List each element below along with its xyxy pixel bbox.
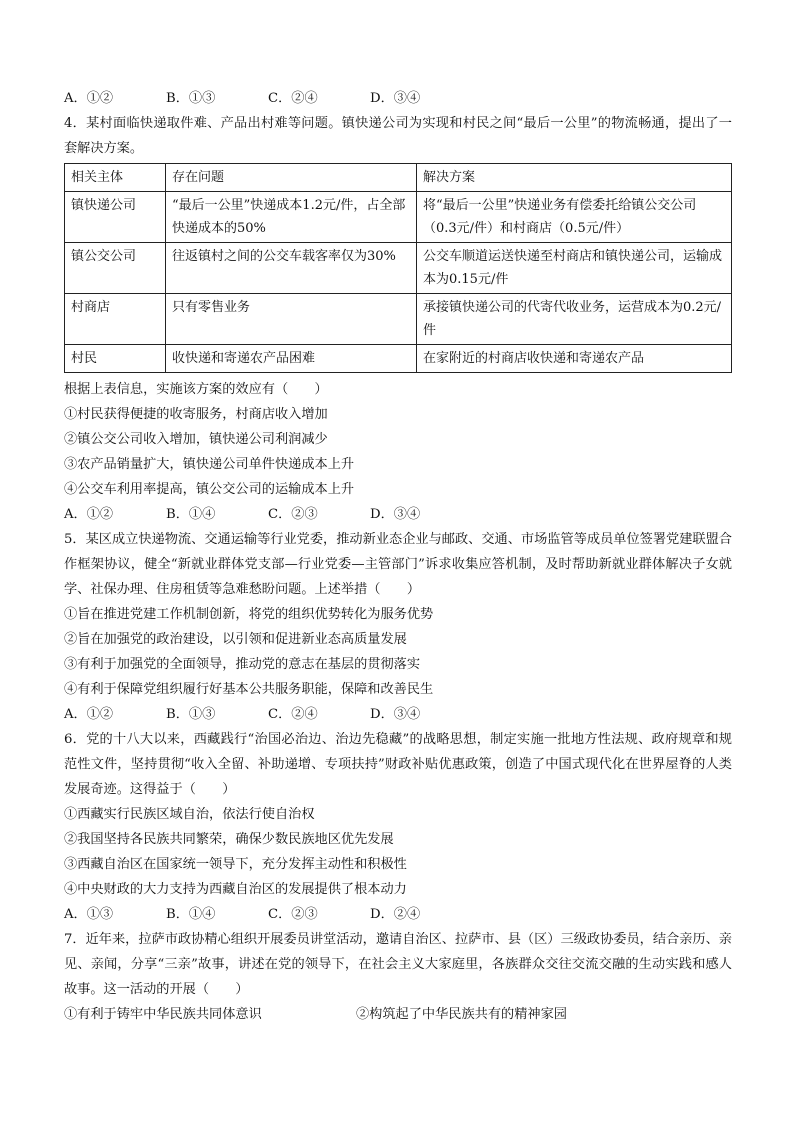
table-cell: 镇快递公司 (65, 192, 166, 243)
q5-item-3: ③有利于加强党的全面领导，推动党的意志在基层的贯彻落实 (64, 657, 421, 672)
q5-option-c[interactable]: C．②④ (268, 707, 318, 722)
q4-item-2: ②镇公交公司收入增加，镇快递公司利润减少 (64, 432, 328, 447)
q7-item-1: ①有利于铸牢中华民族共同体意识 (64, 1007, 262, 1022)
q5-option-b[interactable]: B．①③ (166, 707, 216, 722)
q5-option-a[interactable]: A．①② (64, 707, 114, 722)
table-cell: 镇公交公司 (65, 243, 166, 294)
q7-item-2: ②构筑起了中华民族共有的精神家园 (356, 1007, 567, 1022)
table-cell: 承接镇快递公司的代寄代收业务，运营成本为0.2元/件 (417, 294, 732, 345)
q6-option-a[interactable]: A．①③ (64, 907, 114, 922)
table-cell: 村商店 (65, 294, 166, 345)
q3-option-b[interactable]: B．①③ (166, 91, 216, 106)
q3-option-a[interactable]: A．①② (64, 91, 114, 106)
q6-options (64, 902, 732, 927)
exam-page (64, 86, 732, 1027)
table-header-cell: 相关主体 (65, 164, 166, 192)
q5-option-d[interactable]: D．③④ (370, 707, 421, 722)
q4-option-a[interactable]: A．①② (64, 507, 114, 522)
q3-option-d[interactable]: D．③④ (370, 91, 421, 106)
table-header-row (65, 164, 732, 192)
q7-items (64, 1002, 732, 1027)
q4-question: 根据上表信息，实施该方案的效应有（ ） (64, 382, 328, 397)
q6-option-b[interactable]: B．①④ (166, 907, 216, 922)
q4-solution-table (64, 163, 732, 373)
table-row (65, 192, 732, 243)
q6-item-4: ④中央财政的大力支持为西藏自治区的发展提供了根本动力 (64, 882, 407, 897)
q3-option-c[interactable]: C．②④ (268, 91, 318, 106)
q3-options (64, 86, 732, 111)
table-cell: 将“最后一公里”快递业务有偿委托给镇公交公司（0.3元/件）和村商店（0.5元/件） (417, 192, 732, 243)
q4-option-b[interactable]: B．①④ (166, 507, 216, 522)
q4-options (64, 502, 732, 527)
q6-option-d[interactable]: D．②④ (370, 907, 421, 922)
q5-options (64, 702, 732, 727)
table-header-cell: 解决方案 (417, 164, 732, 192)
table-cell: 公交车顺道运送快递至村商店和镇快递公司，运输成本为0.15元/件 (417, 243, 732, 294)
table-cell: “最后一公里”快递成本1.2元/件，占全部快递成本的50% (166, 192, 417, 243)
table-cell: 只有零售业务 (166, 294, 417, 345)
q5-item-4: ④有利于保障党组织履行好基本公共服务职能，保障和改善民生 (64, 682, 434, 697)
table-row (65, 243, 732, 294)
table-cell: 在家附近的村商店收快递和寄递农产品 (417, 345, 732, 373)
q5-item-1: ①旨在推进党建工作机制创新，将党的组织优势转化为服务优势 (64, 607, 434, 622)
q5-item-2: ②旨在加强党的政治建设，以引领和促进新业态高质量发展 (64, 632, 407, 647)
q4-item-4: ④公交车利用率提高，镇公交公司的运输成本上升 (64, 482, 355, 497)
q6-item-2: ②我国坚持各民族共同繁荣，确保少数民族地区优先发展 (64, 832, 394, 847)
table-cell: 村民 (65, 345, 166, 373)
table-cell: 收快递和寄递农产品困难 (166, 345, 417, 373)
q6-item-1: ①西藏实行民族区域自治，依法行使自治权 (64, 807, 315, 822)
table-row (65, 345, 732, 373)
table-cell: 往返镇村之间的公交车载客率仅为30% (166, 243, 417, 294)
q6-item-3: ③西藏自治区在国家统一领导下，充分发挥主动性和积极性 (64, 857, 407, 872)
q6-option-c[interactable]: C．②③ (268, 907, 318, 922)
q6-stem: 6．党的十八大以来，西藏践行“治国必治边、治边先稳藏”的战略思想，制定实施一批地方性法规、政府规章和规范性文件，坚持贯彻“收入全留、补助递增、专项扶持”财政补贴优惠政策，创造了中国式现代化在世界屋脊的人类发展奇迹。这得益于（ ） (64, 732, 732, 797)
table-row (65, 294, 732, 345)
q4-option-c[interactable]: C．②③ (268, 507, 318, 522)
q4-stem: 4．某村面临快递取件难、产品出村难等问题。镇快递公司为实现和村民之间“最后一公里”的物流畅通，提出了一套解决方案。 (64, 116, 732, 156)
q4-item-3: ③农产品销量扩大，镇快递公司单件快递成本上升 (64, 457, 355, 472)
table-header-cell: 存在问题 (166, 164, 417, 192)
q7-stem: 7．近年来，拉萨市政协精心组织开展委员讲堂活动，邀请自治区、拉萨市、县（区）三级政协委员，结合亲历、亲见、亲闻，分享“三亲”故事，讲述在党的领导下，在社会主义大家庭里，各族群众交往交流交融的生动实践和感人故事。这一活动的开展（ ） (64, 932, 732, 997)
q5-stem: 5．某区成立快递物流、交通运输等行业党委，推动新业态企业与邮政、交通、市场监管等成员单位签署党建联盟合作框架协议，健全“新就业群体党支部—行业党委—主管部门”诉求收集应答机制，及时帮助新就业群体解决子女就学、社保办理、住房租赁等急难愁盼问题。上述举措（ ） (64, 532, 732, 597)
q4-item-1: ①村民获得便捷的收寄服务，村商店收入增加 (64, 407, 328, 422)
q4-option-d[interactable]: D．③④ (370, 507, 421, 522)
